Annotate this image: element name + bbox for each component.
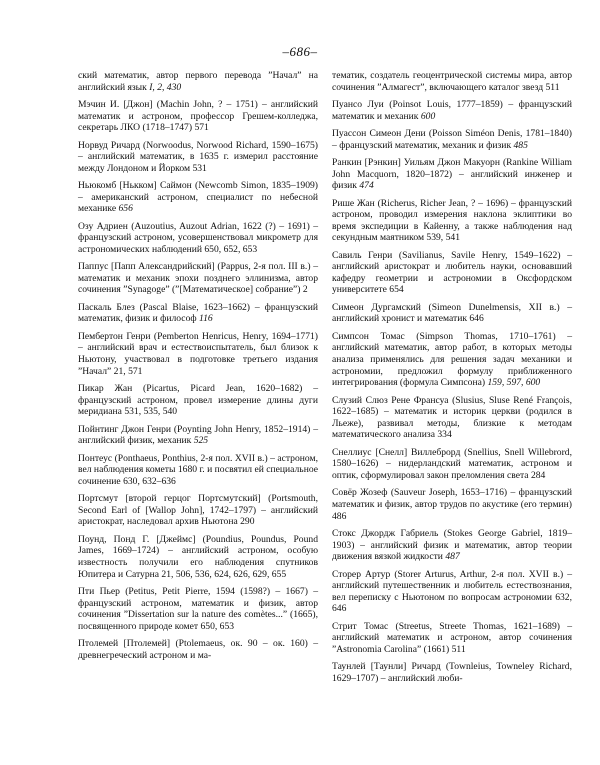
entry-text: Мэчин И. [Джон] (Machin John, ? – 1751) – английский математик и астроном, профессор Грешем-колледжа, секретарь ЛКО (1718–1747) 571 [78,98,318,134]
entry-pages-italic: 116 [198,313,213,325]
entry-text: Пембертон Генри (Pemberton Henricus, Henry, 1694–1771) – английский врач и естествоиспытатель, был близок к Ньютону, участвовал в подготовке третьего издания ”Начал” 21, 571 [78,330,318,377]
index-entry [78,534,318,580]
entry-text: Ранкин [Рэнкин] Уильям Джон Макуорн (Rankine William John Macquorn, 1820–1872) – английский инженер и физик [332,156,572,192]
entry-text: Ньюкомб [Нькком] Саймон (Newcomb Simon, 1835–1909) – американский астроном, специалист по небесной механике [78,180,318,215]
entry-pages-italic: 600 [420,110,436,122]
index-entry [332,198,572,244]
entry-text: Пойнтинг Джон Генри (Poynting John Henry, 1852–1914) – английский физик, механик [78,423,318,447]
entry-text: Пуансо Луи (Poinsot Louis, 1777–1859) – французский математик и механик [332,98,572,122]
index-entry [332,250,572,296]
index-entry [332,569,572,615]
entry-text: Сторер Артур (Storer Arturus, Arthur, 2-я пол. XVII в.) – английский путешественник и любитель естествознания, вел переписку с Ньютоном по вопросам астрономии 632, 646 [332,568,572,615]
entry-text: Савиль Генри (Savilianus, Savile Henry, 1549–1622) – английский аристократ и любитель науки, основавший кафедру геометрии и астрономии в Оксфордском университете 654 [332,249,572,296]
index-entry [332,528,572,563]
entry-pages-italic: 525 [193,435,209,447]
index-entry [332,447,572,482]
entry-text: Снеллиус [Снелл] Виллеброрд (Snellius, Snell Willebrord, 1580–1626) – нидерландский математик, астроном и оптик, сформулировал закон преломления света 284 [332,446,572,481]
index-entry [78,453,318,488]
index-entry [78,493,318,528]
index-entry [332,661,572,684]
index-entry [78,331,318,377]
entry-pages-italic: 159, 597, 600 [487,377,541,389]
entry-pages-italic: 474 [359,180,374,192]
index-entry [78,638,318,661]
entry-text: Стокс Джордж Габриель (Stokes George Gabriel, 1819–1903) – английский физик и математик, автор теории движения вязкой жидкости [332,527,572,563]
entry-text: Птолемей [Птолемей] (Ptolemaeus, ок. 90 – ок. 160) – древнегреческий астроном и ма- [78,638,318,661]
entry-text: Симпсон Томас (Simpson Thomas, 1710–1761) – английский математик, автор работ, в которых методы анализа применялись для решения задач механики и астрономии, предложил формулу приближенного интегрирования (формула Симпсона) [332,330,572,389]
entry-pages-italic: I, 2, 430 [149,81,182,93]
entry-text: Паскаль Блез (Pascal Blaise, 1623–1662) – французский математик, физик и философ [78,301,318,325]
entry-text: Рише Жан (Richerus, Richer Jean, ? – 1696) – французский астроном, проводил измерения наклона эклиптики во время экспедиции в Кайенну, а также наблюдения над секундным маятником 539, 541 [332,197,572,244]
page-number: –686– [282,44,318,59]
index-entry [332,99,572,122]
entry-text: Пикар Жан (Picartus, Picard Jean, 1620–1682) – французский астроном, провел измерение длины дуги меридиана 531, 535, 540 [78,383,318,418]
index-entry [332,487,572,522]
index-entry [78,383,318,418]
index-column-left [78,70,318,667]
index-entry [78,70,318,93]
index-entry [332,157,572,192]
index-entry [78,302,318,325]
entry-text: Озу Адриен (Auzoutius, Auzout Adrian, 1622 (?) – 1691) – французский астроном, усовершенствовал микрометр для астрономических наблюдений 650, 652, 653 [78,220,318,255]
entry-text: тематик, создатель геоцентрической системы мира, автор сочинения ”Алмагест”, включающего каталог звезд 511 [332,70,572,93]
entry-text: Совёр Жозеф (Sauveur Joseph, 1653–1716) – французский математик и физик, автор трудов по акустике (его термин) 486 [332,487,572,522]
entry-text: Пти Пьер (Petitus, Petit Pierre, 1594 (1598?) – 1667) – французский астроном, математик и физик, автор сочинения ”Dissertation sur la nature des comètes...” (1665), посвященного природе комет 650, 653 [78,585,318,632]
index-entry [332,70,572,93]
index-entry [332,128,572,151]
index-entry [78,586,318,632]
entry-text: Понтеус (Ponthaeus, Ponthius, 2-я пол. XVII в.) – астроном, вел наблюдения кометы 1680 г. и посвятил ей специальное сочинение 630, 632–636 [78,452,318,487]
index-entry [78,140,318,175]
entry-pages-italic: 656 [118,203,133,215]
entry-text: Стрит Томас (Streetus, Streete Thomas, 1621–1689) – английский математик и астроном, автор сочинения ”Astronomia Carolina” (1661) 511 [332,620,572,655]
index-entry [78,180,318,215]
entry-text: Портсмут [второй герцог Портсмутский] (Portsmouth, Second Earl of [Wallop John], 1742–1797) – английский аристократ, наследовал архив Ньютона 290 [78,493,318,528]
entry-text: Слузий Слюз Рене Франсуа (Slusius, Sluse René François, 1622–1685) – математик и историк церкви (родился в Льеже), развивал методы, близкие к методам математического анализа 334 [332,394,572,441]
index-entry [332,331,572,389]
entry-text: Таунлей [Таунли] Ричард (Townleius, Towneley Richard, 1629–1707) – английский люби- [332,661,572,684]
entry-text: Пуассон Симеон Дени (Poisson Siméon Denis, 1781–1840) – французский математик, механик и физик [332,127,572,151]
entry-text: Симеон Дургамский (Simeon Dunelmensis, XII в.) – английский хронист и математик 646 [332,301,572,325]
entry-text: Норвуд Ричард (Norwoodus, Norwood Richard, 1590–1675) – английский математик, в 1635 г. измерил расстояние между Лондоном и Йорком 531 [78,139,318,174]
entry-text: ский математик, автор первого перевода ”Начал” на английский язык [78,70,318,93]
index-entry [78,99,318,134]
entry-pages-italic: 487 [445,551,460,563]
index-entry [332,302,572,325]
index-entry [332,621,572,656]
entry-text: Паппус [Папп Александрийский] (Pappus, 2-я пол. III в.) – математик и механик эпохи позднего эллинизма, автор сочинения ”Synagoge” (”[Математическое] собрание”) 2 [78,261,318,296]
index-entry [78,261,318,296]
index-entry [332,395,572,441]
index-column-right [332,70,572,690]
entry-pages-italic: 485 [513,139,528,151]
index-entry [78,221,318,256]
entry-text: Поунд, Понд Г. [Джеймс] (Poundius, Poundus, Pound James, 1669–1724) – английский астроном, особую известность получили его наблюдения спутников Юпитера и Сатурна 21, 506, 536, 624, 626, 629, 655 [78,533,318,580]
index-entry [78,424,318,447]
